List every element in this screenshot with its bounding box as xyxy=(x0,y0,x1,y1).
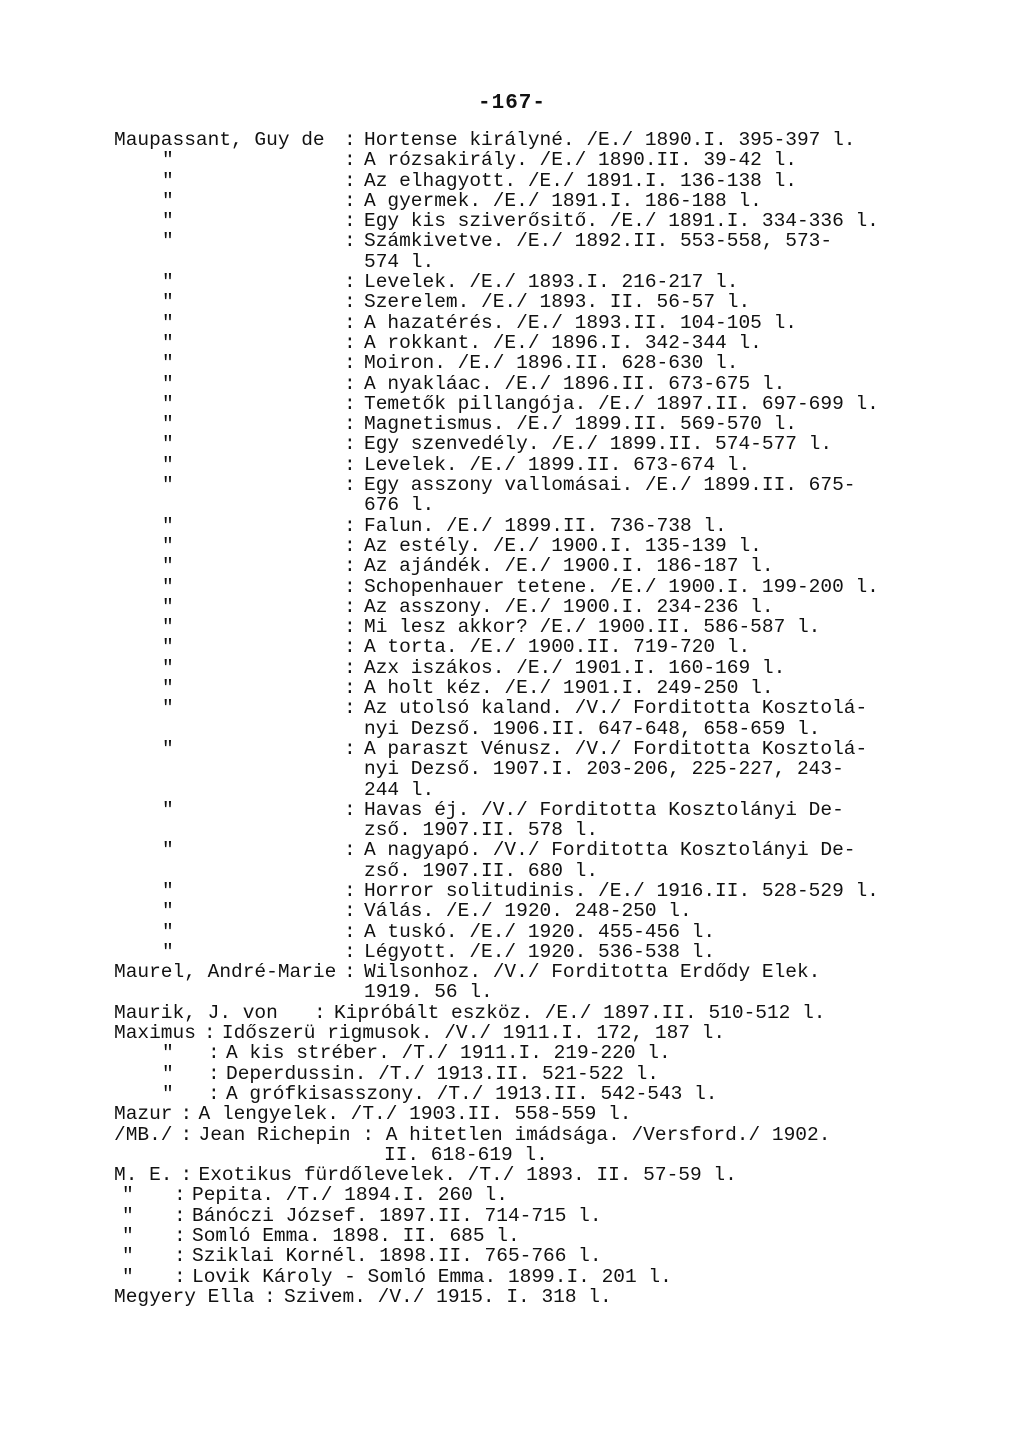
separator-colon: : xyxy=(314,1001,326,1024)
separator-colon: : xyxy=(344,189,356,212)
entry-text: Szerelem. /E./ 1893. II. 56-57 l. xyxy=(364,291,751,314)
author-name: " xyxy=(122,1184,134,1207)
entry-text: Egy kis sziverősitő. /E./ 1891.I. 334-336 l. xyxy=(364,210,879,233)
separator-colon: : xyxy=(344,616,356,639)
entry-text: 676 l. xyxy=(364,494,435,517)
entry-line xyxy=(114,434,904,454)
entry-line xyxy=(114,374,904,394)
entry-text: Wilsonhoz. /V./ Forditotta Erdődy Elek. xyxy=(364,961,821,984)
author-name: " xyxy=(162,149,174,172)
entry-text: A grófkisasszony. /T./ 1913.II. 542-543 l. xyxy=(226,1082,718,1105)
entry-line xyxy=(114,150,904,170)
entry-line xyxy=(114,1145,904,1165)
separator-colon: : xyxy=(344,940,356,963)
entry-line xyxy=(114,394,904,414)
author-name: " xyxy=(122,1245,134,1268)
separator-colon: : xyxy=(174,1225,186,1248)
entry-line xyxy=(114,881,904,901)
entry-line xyxy=(114,840,904,860)
entry-line xyxy=(114,130,904,150)
entry-line xyxy=(114,780,904,800)
author-name: " xyxy=(162,534,174,557)
entry-line xyxy=(114,1165,904,1185)
entry-text: Falun. /E./ 1899.II. 736-738 l. xyxy=(364,514,727,537)
entry-text: Hortense királyné. /E./ 1890.I. 395-397 l. xyxy=(364,129,856,151)
author-name: " xyxy=(162,839,174,862)
entry-line xyxy=(114,1185,904,1205)
separator-colon: : xyxy=(344,697,356,720)
entry-line xyxy=(114,231,904,251)
separator-colon: : xyxy=(344,900,356,923)
entry-line xyxy=(114,617,904,637)
entry-line xyxy=(114,820,904,840)
entry-text: Az elhagyott. /E./ 1891.I. 136-138 l. xyxy=(364,169,797,192)
separator-colon: : xyxy=(174,1204,186,1227)
author-name: Maurel, André-Marie xyxy=(114,961,337,984)
entry-text: Pepita. /T./ 1894.I. 260 l. xyxy=(192,1184,508,1207)
separator-colon: : xyxy=(344,392,356,415)
entry-text: Exotikus fürdőlevelek. /T./ 1893. II. 57-59 l. xyxy=(198,1164,737,1187)
separator-colon: : xyxy=(344,433,356,456)
author-name: " xyxy=(162,474,174,497)
separator-colon: : xyxy=(344,575,356,598)
entry-text: Egy asszony vallomásai. /E./ 1899.II. 675- xyxy=(364,474,856,497)
author-name: " xyxy=(162,940,174,963)
entry-text: Magnetismus. /E./ 1899.II. 569-570 l. xyxy=(364,413,797,436)
author-name: " xyxy=(162,189,174,212)
author-name: /MB./ xyxy=(114,1123,173,1146)
separator-colon: : xyxy=(344,291,356,314)
entry-line xyxy=(114,719,904,739)
author-name: " xyxy=(162,453,174,476)
author-name: " xyxy=(122,1265,134,1288)
entry-text: Jean Richepin : A hitetlen imádsága. /Versford./ 1902. xyxy=(198,1123,831,1146)
author-name: " xyxy=(162,616,174,639)
separator-colon: : xyxy=(344,413,356,436)
entry-line xyxy=(114,637,904,657)
entry-line xyxy=(114,353,904,373)
author-name: " xyxy=(162,677,174,700)
entry-text: Somló Emma. 1898. II. 685 l. xyxy=(192,1225,520,1248)
author-name: Maximus xyxy=(114,1022,196,1045)
entry-text: Bánóczi József. 1897.II. 714-715 l. xyxy=(192,1204,602,1227)
entry-line xyxy=(114,475,904,495)
separator-colon: : xyxy=(180,1103,193,1126)
separator-colon: : xyxy=(344,595,356,618)
entry-line xyxy=(114,1104,904,1124)
separator-colon: : xyxy=(344,149,356,172)
author-name: Mazur xyxy=(114,1103,173,1126)
author-name: " xyxy=(162,656,174,679)
entry-text: Levelek. /E./ 1893.I. 216-217 l. xyxy=(364,271,739,294)
separator-colon: : xyxy=(344,636,356,659)
entry-text: nyi Dezső. 1906.II. 647-648, 658-659 l. xyxy=(364,717,821,740)
entry-text: A rokkant. /E./ 1896.I. 342-344 l. xyxy=(364,331,762,354)
separator-colon: : xyxy=(174,1265,186,1288)
separator-colon: : xyxy=(344,514,356,537)
author-name: " xyxy=(162,413,174,436)
separator-colon: : xyxy=(344,656,356,679)
separator-colon: : xyxy=(344,474,356,497)
author-name: " xyxy=(162,291,174,314)
entry-line xyxy=(114,414,904,434)
separator-colon: : xyxy=(344,271,356,294)
entry-text: Az ajándék. /E./ 1900.I. 186-187 l. xyxy=(364,555,774,578)
entry-line xyxy=(114,171,904,191)
entry-line xyxy=(114,1287,904,1307)
entry-text: A torta. /E./ 1900.II. 719-720 l. xyxy=(364,636,751,659)
author-name: " xyxy=(162,514,174,537)
separator-colon: : xyxy=(174,1184,186,1207)
entry-line xyxy=(114,536,904,556)
entry-text: Számkivetve. /E./ 1892.II. 553-558, 573- xyxy=(364,230,833,253)
separator-colon: : xyxy=(344,453,356,476)
author-name: " xyxy=(162,920,174,943)
entry-text: Moiron. /E./ 1896.II. 628-630 l. xyxy=(364,352,739,375)
author-name: " xyxy=(162,900,174,923)
entry-text: Deperdussin. /T./ 1913.II. 521-522 l. xyxy=(226,1062,659,1085)
separator-colon: : xyxy=(344,372,356,395)
entry-text: Szivem. /V./ 1915. I. 318 l. xyxy=(284,1285,612,1308)
author-name: Maurik, J. von xyxy=(114,1001,278,1024)
entry-line xyxy=(114,1084,904,1104)
entry-line xyxy=(114,1003,904,1023)
entry-line xyxy=(114,211,904,231)
author-name: " xyxy=(162,271,174,294)
author-name: Maupassant, Guy de xyxy=(114,129,325,151)
author-name: " xyxy=(162,230,174,253)
author-name: " xyxy=(162,1062,174,1085)
entry-line xyxy=(114,1043,904,1063)
entry-line xyxy=(114,252,904,272)
entry-line xyxy=(114,901,904,921)
entry-line xyxy=(114,678,904,698)
entry-line xyxy=(114,861,904,881)
author-name: " xyxy=(162,210,174,233)
author-name: M. E. xyxy=(114,1164,173,1187)
entry-text: A tuskó. /E./ 1920. 455-456 l. xyxy=(364,920,716,943)
entry-text: A nagyapó. /V./ Forditotta Kosztolányi De- xyxy=(364,839,856,862)
separator-colon: : xyxy=(344,839,356,862)
entry-line xyxy=(114,313,904,333)
author-name: " xyxy=(162,372,174,395)
author-name: " xyxy=(162,1042,174,1065)
separator-colon: : xyxy=(344,961,356,984)
entry-text: 574 l. xyxy=(364,250,435,273)
author-name: " xyxy=(162,555,174,578)
author-name: " xyxy=(162,311,174,334)
entry-text: A holt kéz. /E./ 1901.I. 249-250 l. xyxy=(364,677,774,700)
entry-line xyxy=(114,577,904,597)
author-name: " xyxy=(162,636,174,659)
entry-text: Azx iszákos. /E./ 1901.I. 160-169 l. xyxy=(364,656,786,679)
entry-text: II. 618-619 l. xyxy=(384,1143,548,1166)
author-name: " xyxy=(162,392,174,415)
entry-text: Időszerü rigmusok. /V./ 1911.I. 172, 187 l. xyxy=(221,1022,726,1045)
entry-text: Levelek. /E./ 1899.II. 673-674 l. xyxy=(364,453,751,476)
entry-line xyxy=(114,292,904,312)
entry-text: A nyakláac. /E./ 1896.II. 673-675 l. xyxy=(364,372,786,395)
entry-text: Schopenhauer tetene. /E./ 1900.I. 199-200 l. xyxy=(364,575,879,598)
entry-text: Az asszony. /E./ 1900.I. 234-236 l. xyxy=(364,595,774,618)
separator-colon: : xyxy=(344,879,356,902)
separator-colon: : xyxy=(344,798,356,821)
entry-text: zső. 1907.II. 578 l. xyxy=(364,819,599,842)
separator-colon: : xyxy=(344,169,356,192)
entry-text: 244 l. xyxy=(364,778,435,801)
entry-line xyxy=(114,597,904,617)
entry-line xyxy=(114,1226,904,1246)
entry-text: A paraszt Vénusz. /V./ Forditotta Kosztolá- xyxy=(364,737,868,760)
author-name: " xyxy=(162,697,174,720)
separator-colon: : xyxy=(344,311,356,334)
entry-line xyxy=(114,455,904,475)
entry-text: Kipróbált eszköz. /E./ 1897.II. 510-512 l. xyxy=(334,1001,826,1024)
entry-text: zső. 1907.II. 680 l. xyxy=(364,859,599,882)
entry-text: Lovik Károly - Somló Emma. 1899.I. 201 l. xyxy=(192,1265,672,1288)
separator-colon: : xyxy=(180,1123,193,1146)
separator-colon: : xyxy=(344,534,356,557)
entry-line xyxy=(114,272,904,292)
entry-text: A hazatérés. /E./ 1893.II. 104-105 l. xyxy=(364,311,797,334)
author-name: " xyxy=(162,1082,174,1105)
author-name: " xyxy=(162,575,174,598)
entry-text: nyi Dezső. 1907.I. 203-206, 225-227, 243- xyxy=(364,758,844,781)
entry-text: A rózsakirály. /E./ 1890.II. 39-42 l. xyxy=(364,149,797,172)
separator-colon: : xyxy=(344,737,356,760)
entry-line xyxy=(114,516,904,536)
separator-colon: : xyxy=(174,1245,186,1268)
author-name: " xyxy=(122,1204,134,1227)
author-name: " xyxy=(122,1225,134,1248)
separator-colon: : xyxy=(208,1042,220,1065)
separator-colon: : xyxy=(180,1164,193,1187)
author-name: Megyery Ella xyxy=(114,1285,255,1308)
entry-text: Egy szenvedély. /E./ 1899.II. 574-577 l. xyxy=(364,433,833,456)
separator-colon: : xyxy=(208,1082,220,1105)
author-name: " xyxy=(162,798,174,821)
entry-text: Horror solitudinis. /E./ 1916.II. 528-529 l. xyxy=(364,879,879,902)
entry-line xyxy=(114,922,904,942)
entry-text: 1919. 56 l. xyxy=(364,981,493,1004)
author-name: " xyxy=(162,879,174,902)
entry-line xyxy=(114,1206,904,1226)
separator-colon: : xyxy=(344,677,356,700)
entry-line xyxy=(114,1023,904,1043)
entry-text: Mi lesz akkor? /E./ 1900.II. 586-587 l. xyxy=(364,616,821,639)
entry-line xyxy=(114,1125,904,1145)
entry-line xyxy=(114,191,904,211)
entry-text: Az estély. /E./ 1900.I. 135-139 l. xyxy=(364,534,762,557)
bibliography-entries xyxy=(114,130,904,1307)
author-name: " xyxy=(162,595,174,618)
separator-colon: : xyxy=(208,1062,220,1085)
entry-text: Temetők pillangója. /E./ 1897.II. 697-699 l. xyxy=(364,392,879,415)
separator-colon: : xyxy=(344,230,356,253)
entry-line xyxy=(114,942,904,962)
author-name: " xyxy=(162,352,174,375)
separator-colon: : xyxy=(264,1285,276,1308)
separator-colon: : xyxy=(344,555,356,578)
entry-line xyxy=(114,333,904,353)
entry-line xyxy=(114,739,904,759)
author-name: " xyxy=(162,433,174,456)
entry-line xyxy=(114,556,904,576)
entry-line xyxy=(114,962,904,982)
entry-text: A kis stréber. /T./ 1911.I. 219-220 l. xyxy=(226,1042,671,1065)
separator-colon: : xyxy=(344,210,356,233)
entry-text: Havas éj. /V./ Forditotta Kosztolányi De- xyxy=(364,798,844,821)
entry-line xyxy=(114,495,904,515)
entry-line xyxy=(114,658,904,678)
entry-line xyxy=(114,982,904,1002)
separator-colon: : xyxy=(344,331,356,354)
entry-text: Válás. /E./ 1920. 248-250 l. xyxy=(364,900,692,923)
page-number: -167- xyxy=(477,92,546,115)
entry-text: Légyott. /E./ 1920. 536-538 l. xyxy=(364,940,716,963)
entry-line xyxy=(114,800,904,820)
separator-colon: : xyxy=(344,129,356,151)
entry-line xyxy=(114,1064,904,1084)
entry-line xyxy=(114,698,904,718)
author-name: " xyxy=(162,331,174,354)
author-name: " xyxy=(162,169,174,192)
entry-text: Az utolsó kaland. /V./ Forditotta Kosztolá- xyxy=(364,697,868,720)
entry-line xyxy=(114,759,904,779)
author-name: " xyxy=(162,737,174,760)
separator-colon: : xyxy=(203,1022,216,1045)
entry-text: Sziklai Kornél. 1898.II. 765-766 l. xyxy=(192,1245,602,1268)
entry-line xyxy=(114,1267,904,1287)
entry-line xyxy=(114,1246,904,1266)
entry-text: A gyermek. /E./ 1891.I. 186-188 l. xyxy=(364,189,762,212)
separator-colon: : xyxy=(344,352,356,375)
entry-text: A lengyelek. /T./ 1903.II. 558-559 l. xyxy=(198,1103,632,1126)
separator-colon: : xyxy=(344,920,356,943)
